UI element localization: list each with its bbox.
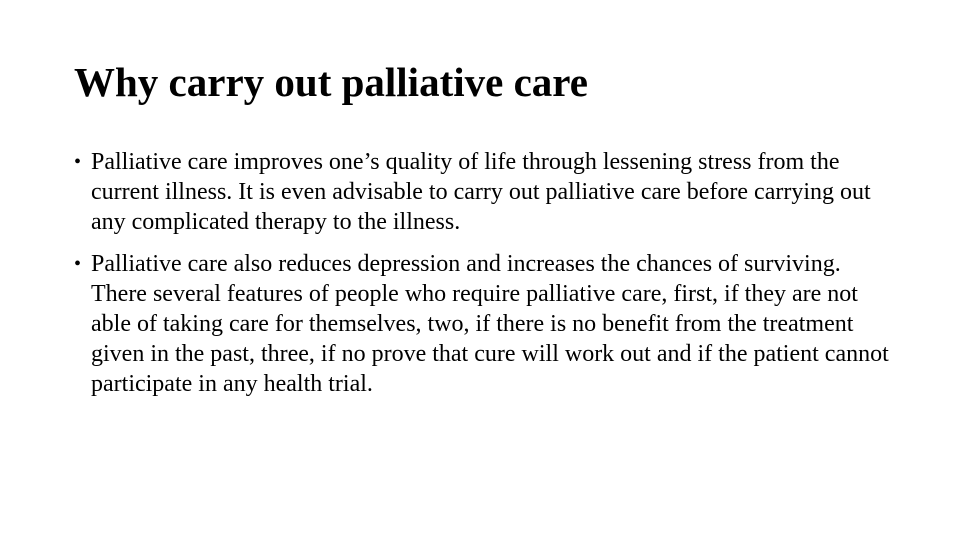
bullet-icon: • [74, 151, 82, 173]
bullet-text: Palliative care improves one’s quality of life through lessening stress from the current illness. It is even advisable to carry out palliative care before carrying out any complicated therapy to the illness. [91, 149, 871, 235]
bullet-text: Palliative care also reduces depression and increases the chances of surviving. There several features of people who require palliative care, first, if they are not able of taking care for themselves, two, if there is no benefit from the treatment given in the past, three, if no prove that cure will work out and if the patient cannot participate in any health trial. [91, 251, 889, 397]
slide-title: Why carry out palliative care [74, 59, 588, 105]
bullet-list [74, 147, 894, 411]
bullet-item [74, 249, 894, 399]
bullet-icon: • [74, 253, 82, 275]
bullet-item [74, 147, 894, 237]
